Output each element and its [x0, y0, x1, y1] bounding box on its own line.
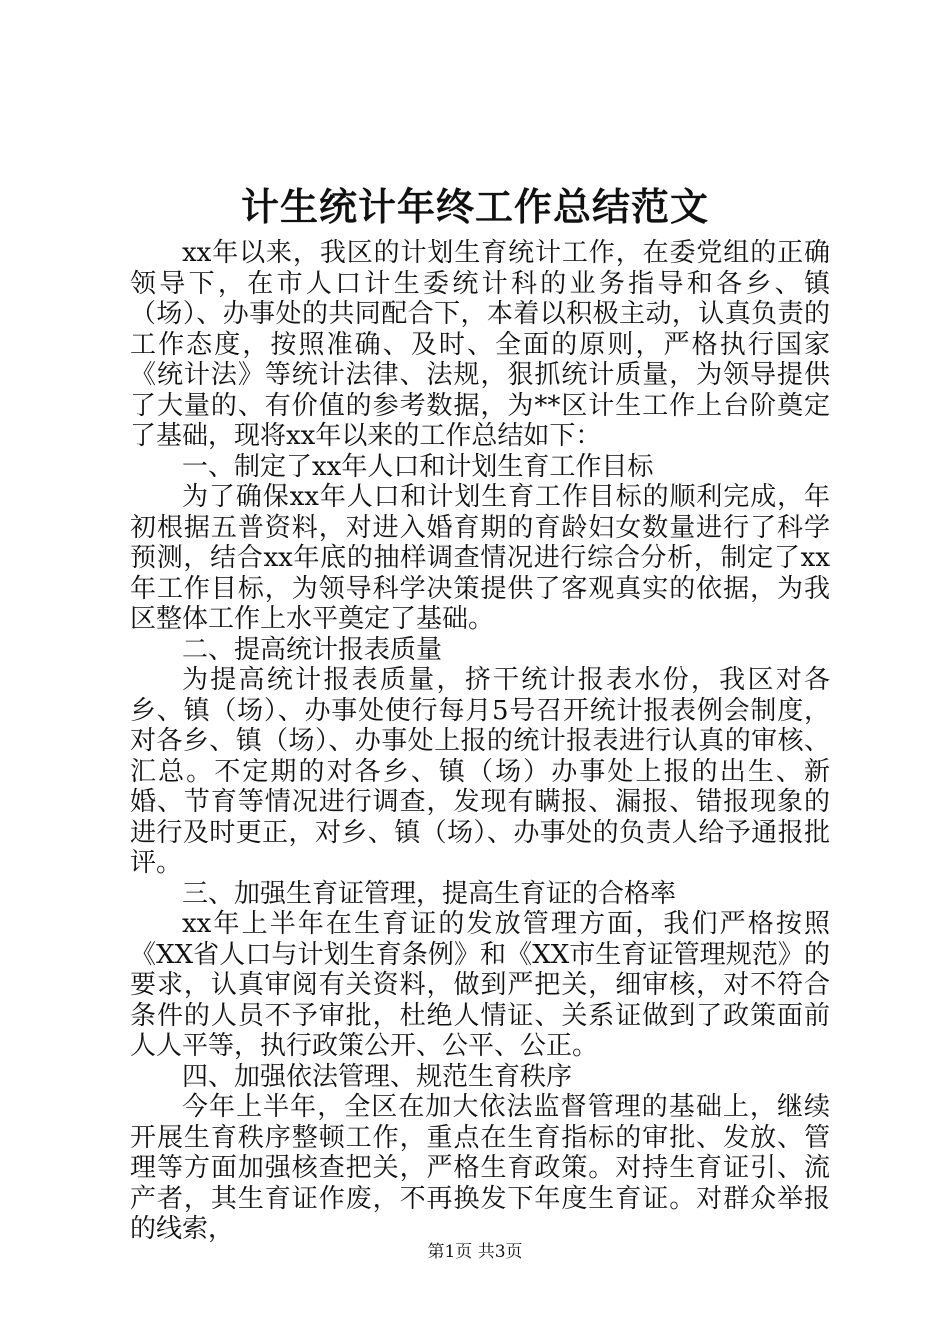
- intro-paragraph: xx年以来，我区的计划生育统计工作，在委党组的正确领导下，在市人口计生委统计科的业务指导和各乡、镇（场）、办事处的共同配合下，本着以积极主动，认真负责的工作态度，按照准确、及时、全面的原则，严格执行国家《统计法》等统计法律、法规，狠抓统计质量，为领导提供了大量的、有价值的参考数据，为**区计生工作上台阶奠定了基础，现将xx年以来的工作总结如下：: [130, 238, 830, 451]
- section-heading-1: 一、制定了xx年人口和计划生育工作目标: [182, 451, 654, 482]
- section-paragraph-1: 为了确保xx年人口和计划生育工作目标的顺利完成，年初根据五普资料，对进入婚育期的育龄妇女数量进行了科学预测，结合xx年底的抽样调查情况进行综合分析，制定了xx年工作目标，为领导科学决策提供了客观真实的依据，为我区整体工作上水平奠定了基础。: [130, 482, 830, 634]
- section-heading-2: 二、提高统计报表质量: [182, 634, 443, 665]
- section-heading-4: 四、加强依法管理、规范生育秩序: [182, 1061, 573, 1092]
- document-title: 计生统计年终工作总结范文: [240, 184, 709, 229]
- section-heading-3: 三、加强生育证管理，提高生育证的合格率: [182, 878, 677, 909]
- section-paragraph-4: 今年上半年，全区在加大依法监督管理的基础上，继续开展生育秩序整顿工作，重点在生育指标的审批、发放、管理等方面加强核查把关，严格生育政策。对持生育证引、流产者，其生育证作废，不再换发下年度生育证。对群众举报的线索，: [130, 1092, 830, 1244]
- section-paragraph-2: 为提高统计报表质量，挤干统计报表水份，我区对各乡、镇（场）、办事处使行每月5号召开统计报表例会制度，对各乡、镇（场）、办事处上报的统计报表进行认真的审核、汇总。不定期的对各乡、镇（场）办事处上报的出生、新婚、节育等情况进行调查，发现有瞒报、漏报、错报现象的进行及时更正，对乡、镇（场）、办事处的负责人给予通报批评。: [130, 665, 830, 878]
- document-body: [130, 238, 830, 1245]
- section-paragraph-3: xx年上半年在生育证的发放管理方面，我们严格按照《XX省人口与计划生育条例》和《XX市生育证管理规范》的要求，认真审阅有关资料，做到严把关，细审核，对不符合条件的人员不予审批，杜绝人情证、关系证做到了政策面前人人平等，执行政策公开、公平、公正。: [130, 909, 830, 1061]
- page-footer: 第1页 共3页: [427, 1242, 523, 1262]
